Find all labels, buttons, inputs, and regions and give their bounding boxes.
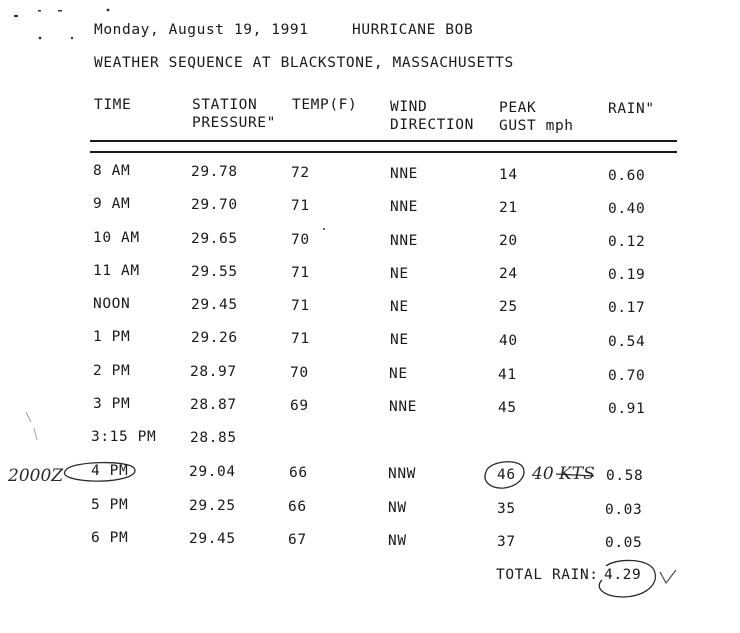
handwritten-time-note: 2000Z — [8, 466, 64, 486]
cell-temp: 69 — [290, 398, 309, 414]
cell-rain: 0.58 — [606, 468, 644, 484]
cell-gust: 35 — [497, 501, 516, 517]
cell-time: 1 PM — [93, 329, 131, 345]
col-header-wind-line2: DIRECTION — [390, 117, 474, 133]
cell-wind: NNW — [388, 466, 416, 482]
circle-mark-total — [599, 560, 655, 597]
report-date: Monday, August 19, 1991 — [94, 22, 309, 38]
cell-rain: 0.70 — [608, 368, 646, 384]
cell-gust: 45 — [498, 400, 517, 416]
cell-temp: 67 — [288, 532, 307, 548]
cell-pressure: 29.25 — [189, 498, 236, 514]
cell-rain: 0.54 — [608, 334, 646, 350]
cell-time: 6 PM — [91, 530, 129, 546]
cell-temp: 71 — [291, 298, 310, 314]
cell-pressure: 29.26 — [191, 330, 238, 346]
cell-time: 2 PM — [93, 363, 131, 379]
cell-rain: 0.19 — [608, 267, 646, 283]
cell-pressure: 28.85 — [190, 430, 237, 446]
cell-rain: 0.40 — [608, 201, 646, 217]
cell-rain: 0.05 — [605, 535, 643, 551]
handwritten-gust-note: 40 KTS — [532, 464, 595, 484]
cell-pressure: 29.65 — [191, 231, 238, 247]
cell-pressure: 29.70 — [191, 197, 238, 213]
cell-wind: NNE — [390, 166, 418, 182]
cell-temp: 71 — [291, 198, 310, 214]
cell-wind: NW — [388, 533, 407, 549]
cell-temp: 72 — [291, 165, 310, 181]
cell-time: 4 PM — [91, 463, 129, 479]
cell-gust: 25 — [499, 299, 518, 315]
circle-mark-4pm — [64, 463, 135, 482]
cell-gust: 41 — [498, 367, 517, 383]
col-header-rain: RAIN" — [608, 101, 655, 117]
cell-time: 8 AM — [93, 163, 131, 179]
cell-time: 11 AM — [93, 263, 140, 279]
cell-gust: 20 — [499, 233, 518, 249]
total-rain-value: 4.29 — [604, 567, 642, 583]
col-header-pressure-line1: STATION — [192, 97, 258, 113]
cell-time: 3:15 PM — [91, 429, 157, 445]
cell-gust: 14 — [499, 167, 518, 183]
col-header-temp: TEMP(F) — [292, 97, 358, 113]
cell-temp: 70 — [290, 365, 309, 381]
cell-gust: 37 — [497, 534, 516, 550]
cell-temp: 71 — [291, 331, 310, 347]
speck-marks — [14, 9, 325, 230]
cell-temp: 71 — [291, 265, 310, 281]
col-header-time: TIME — [94, 97, 132, 113]
cell-rain: 0.91 — [608, 401, 646, 417]
cell-wind: NE — [390, 299, 409, 315]
col-header-wind-line1: WIND — [390, 99, 428, 115]
cell-gust: 40 — [499, 333, 518, 349]
circle-mark-gust-46 — [485, 462, 524, 488]
cell-pressure: 28.97 — [190, 364, 237, 380]
cell-wind: NE — [389, 366, 408, 382]
report-event: HURRICANE BOB — [352, 22, 474, 38]
check-mark — [660, 570, 676, 583]
cell-time: 5 PM — [91, 497, 129, 513]
strike-mark — [556, 474, 594, 476]
cell-pressure: 29.04 — [189, 464, 236, 480]
cell-time: 3 PM — [93, 396, 131, 412]
cell-wind: NE — [390, 332, 409, 348]
cell-temp: 66 — [289, 465, 308, 481]
cell-time: 9 AM — [93, 196, 131, 212]
cell-gust: 24 — [499, 266, 518, 282]
total-rain-label: TOTAL RAIN: — [496, 567, 599, 583]
cell-rain: 0.60 — [608, 168, 646, 184]
cell-pressure: 29.78 — [191, 164, 238, 180]
cell-pressure: 29.45 — [189, 531, 236, 547]
cell-wind: NNE — [390, 233, 418, 249]
cell-time: NOON — [93, 296, 131, 312]
cell-pressure: 29.55 — [191, 264, 238, 280]
cell-temp: 66 — [288, 499, 307, 515]
cell-time: 10 AM — [93, 230, 140, 246]
col-header-pressure-line2: PRESSURE" — [192, 115, 276, 131]
cell-rain: 0.17 — [608, 300, 646, 316]
cell-gust: 21 — [499, 200, 518, 216]
report-subtitle: WEATHER SEQUENCE AT BLACKSTONE, MASSACHUSETTS — [94, 55, 514, 71]
cell-temp: 70 — [291, 232, 310, 248]
cell-wind: NNE — [390, 199, 418, 215]
cell-gust: 46 — [497, 467, 516, 483]
stray-stroke-mark — [26, 412, 31, 422]
col-header-gust-line1: PEAK — [499, 100, 537, 116]
cell-wind: NNE — [389, 399, 417, 415]
cell-wind: NE — [390, 266, 409, 282]
col-header-gust-line2: GUST mph — [499, 118, 574, 134]
cell-rain: 0.12 — [608, 234, 646, 250]
cell-pressure: 28.87 — [190, 397, 237, 413]
stray-stroke-mark — [34, 428, 37, 440]
cell-wind: NW — [388, 500, 407, 516]
cell-rain: 0.03 — [605, 502, 643, 518]
cell-pressure: 29.45 — [191, 297, 238, 313]
